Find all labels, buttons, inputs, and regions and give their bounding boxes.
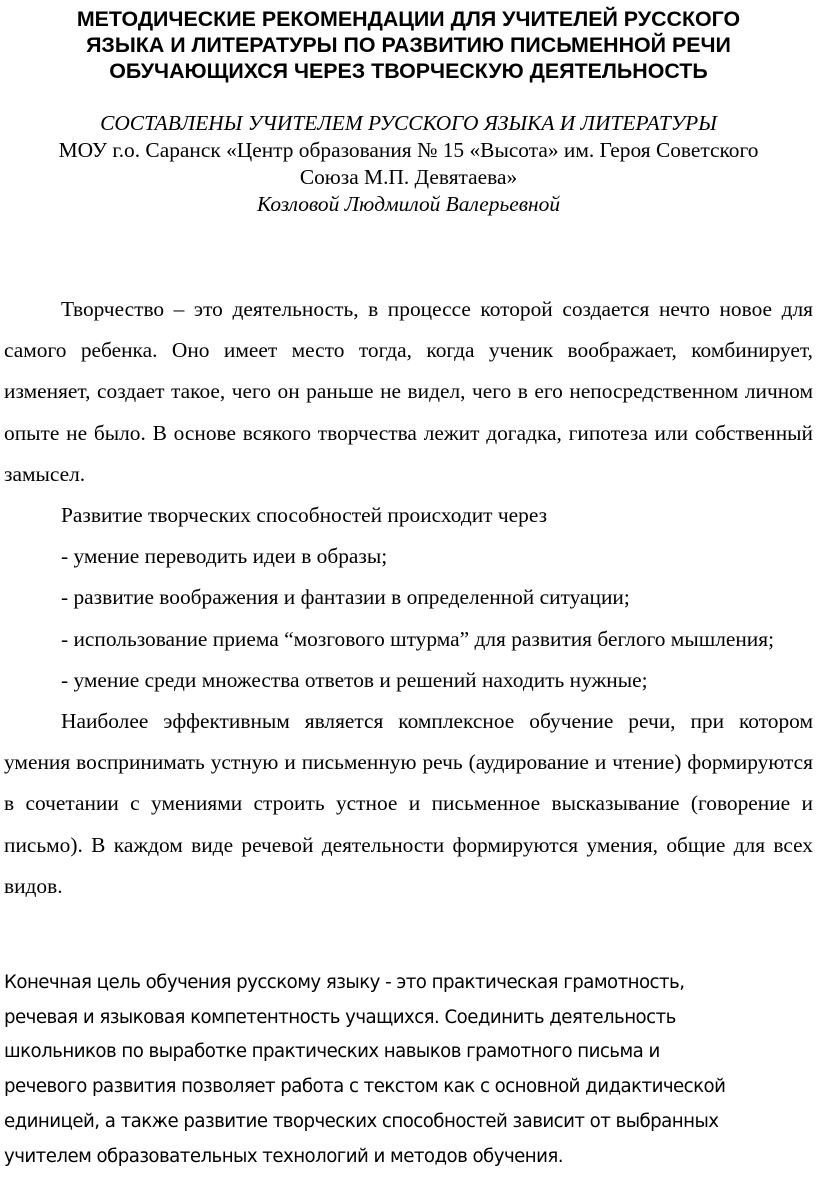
compiled-by-line: СОСТАВЛЕНЫ УЧИТЕЛЕМ РУССКОГО ЯЗЫКА И ЛИТЕРАТУРЫ — [100, 111, 717, 135]
closing-line: учителем образовательных технологий и методов обучения. — [4, 1145, 564, 1167]
paragraph-intro: Творчество – это деятельность, в процессе которой создается нечто новое для самого ребенка. Оно имеет место тогда, когда ученик воображает, комбинирует, изменяет, создает такое, чего он раньше не видел, чего в его непосредственном личном опыте не было. В основе всякого творчества лежит догадка, гипотеза или собственный замысел. — [4, 297, 813, 486]
title-line: МЕТОДИЧЕСКИЕ РЕКОМЕНДАЦИИ ДЛЯ УЧИТЕЛЕЙ РУССКОГО — [76, 7, 741, 31]
document-title — [4, 6, 813, 84]
paragraph-complex-learning: Наиболее эффективным является комплексное обучение речи, при котором умения воспринимать устную и письменную речь (аудирование и чтение) формируются в сочетании с умениями строить устное и письменное высказывание (говорение и письмо). В каждом виде речевой деятельности формируются умения, общие для всех видов. — [4, 709, 813, 898]
main-body — [4, 289, 813, 907]
list-item: - умение среди множества ответов и решений находить нужные; — [61, 667, 648, 692]
list-item: - развитие воображения и фантазии в определенной ситуации; — [61, 585, 630, 610]
paragraph-development: Развитие творческих способностей происходит через — [61, 503, 548, 528]
list-item: - умение переводить идеи в образы; — [61, 544, 388, 569]
closing-line: Конечная цель обучения русскому языку - это практическая грамотность, — [4, 972, 685, 993]
school-name — [4, 137, 813, 191]
closing-paragraph — [4, 966, 813, 1174]
title-line: ЯЗЫКА И ЛИТЕРАТУРЫ ПО РАЗВИТИЮ ПИСЬМЕННОЙ РЕЧИ — [86, 33, 731, 57]
closing-line: речевого развития позволяет работа с текстом как с основной дидактической — [4, 1076, 726, 1098]
author-name: Козловой Людмилой Валерьевной — [256, 192, 561, 216]
school-line: Союза М.П. Девятаева» — [299, 165, 518, 189]
title-line: ОБУЧАЮЩИХСЯ ЧЕРЕЗ ТВОРЧЕСКУЮ ДЕЯТЕЛЬНОСТЬ — [109, 59, 708, 83]
school-line: МОУ г.о. Саранск «Центр образования № 15 «Высота» им. Героя Советского — [58, 138, 759, 162]
closing-line: школьников по выработке практических навыков грамотного письма и — [4, 1041, 660, 1063]
closing-line: речевая и языковая компетентность учащихся. Соединить деятельность — [4, 1006, 676, 1028]
list-item: - использование приема “мозгового штурма” для развития беглого мышления; — [61, 626, 775, 651]
closing-line: единицей, а также развитие творческих способностей зависит от выбранных — [4, 1110, 719, 1132]
